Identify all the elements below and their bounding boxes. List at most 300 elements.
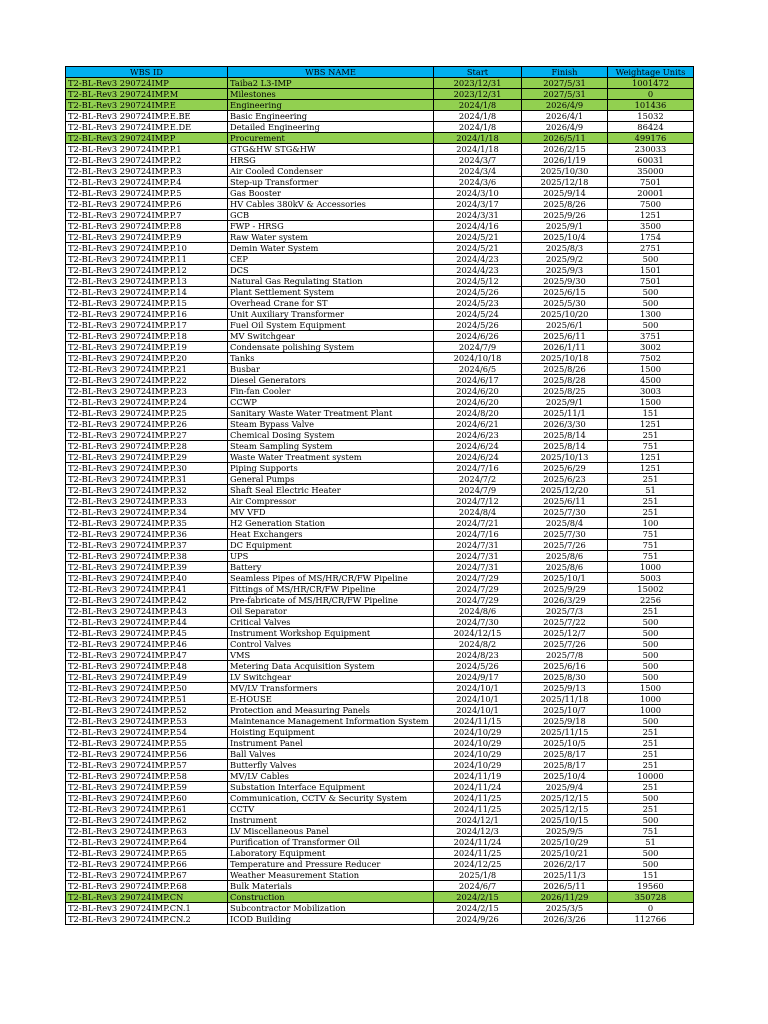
cell-id[interactable]: T2-BL-Rev3 290724IMP.P.45 [66,628,228,639]
cell-start[interactable]: 2024/7/16 [434,463,522,474]
cell-finish[interactable]: 2025/9/4 [522,782,608,793]
cell-id[interactable]: T2-BL-Rev3 290724IMP.P [66,133,228,144]
header-weightage-units[interactable]: Weightage Units [608,67,694,78]
cell-id[interactable]: T2-BL-Rev3 290724IMP.P.25 [66,408,228,419]
cell-finish[interactable]: 2025/8/4 [522,518,608,529]
cell-name[interactable]: Fuel Oil System Equipment [228,320,434,331]
cell-finish[interactable]: 2025/12/15 [522,804,608,815]
cell-name[interactable]: Basic Engineering [228,111,434,122]
cell-start[interactable]: 2024/1/18 [434,144,522,155]
cell-id[interactable]: T2-BL-Rev3 290724IMP.P.26 [66,419,228,430]
cell-name[interactable]: Tanks [228,353,434,364]
cell-start[interactable]: 2024/12/3 [434,826,522,837]
cell-id[interactable]: T2-BL-Rev3 290724IMP.P.4 [66,177,228,188]
cell-units[interactable]: 1251 [608,210,694,221]
cell-id[interactable]: T2-BL-Rev3 290724IMP.P.63 [66,826,228,837]
cell-finish[interactable]: 2025/8/14 [522,441,608,452]
cell-start[interactable]: 2024/8/23 [434,650,522,661]
cell-finish[interactable]: 2025/10/15 [522,815,608,826]
cell-units[interactable]: 251 [608,804,694,815]
cell-finish[interactable]: 2025/7/8 [522,650,608,661]
cell-start[interactable]: 2024/10/29 [434,727,522,738]
cell-name[interactable]: MV Switchgear [228,331,434,342]
cell-start[interactable]: 2024/8/20 [434,408,522,419]
cell-name[interactable]: Natural Gas Regulating Station [228,276,434,287]
cell-start[interactable]: 2024/6/23 [434,430,522,441]
cell-id[interactable]: T2-BL-Rev3 290724IMP.P.55 [66,738,228,749]
cell-start[interactable]: 2024/6/24 [434,441,522,452]
cell-finish[interactable]: 2025/9/18 [522,716,608,727]
cell-start[interactable]: 2024/3/4 [434,166,522,177]
cell-id[interactable]: T2-BL-Rev3 290724IMP.P.43 [66,606,228,617]
cell-finish[interactable]: 2025/8/6 [522,562,608,573]
cell-finish[interactable]: 2027/5/31 [522,78,608,89]
cell-start[interactable]: 2024/1/8 [434,111,522,122]
cell-id[interactable]: T2-BL-Rev3 290724IMP.P.10 [66,243,228,254]
cell-name[interactable]: Battery [228,562,434,573]
cell-finish[interactable]: 2025/9/14 [522,188,608,199]
cell-id[interactable]: T2-BL-Rev3 290724IMP.P.9 [66,232,228,243]
cell-name[interactable]: HRSG [228,155,434,166]
cell-id[interactable]: T2-BL-Rev3 290724IMP.P.53 [66,716,228,727]
cell-name[interactable]: Step-up Transformer [228,177,434,188]
cell-id[interactable]: T2-BL-Rev3 290724IMP.P.66 [66,859,228,870]
cell-name[interactable]: Condensate polishing System [228,342,434,353]
cell-id[interactable]: T2-BL-Rev3 290724IMP.P.2 [66,155,228,166]
cell-finish[interactable]: 2025/8/17 [522,749,608,760]
cell-id[interactable]: T2-BL-Rev3 290724IMP.P.59 [66,782,228,793]
cell-finish[interactable]: 2026/1/19 [522,155,608,166]
cell-id[interactable]: T2-BL-Rev3 290724IMP.P.23 [66,386,228,397]
cell-id[interactable]: T2-BL-Rev3 290724IMP.P.37 [66,540,228,551]
cell-start[interactable]: 2024/5/26 [434,661,522,672]
cell-name[interactable]: CCWP [228,397,434,408]
cell-finish[interactable]: 2025/9/5 [522,826,608,837]
cell-id[interactable]: T2-BL-Rev3 290724IMP.P.14 [66,287,228,298]
cell-name[interactable]: Air Cooled Condenser [228,166,434,177]
cell-name[interactable]: VMS [228,650,434,661]
cell-id[interactable]: T2-BL-Rev3 290724IMP.P.42 [66,595,228,606]
cell-units[interactable]: 1000 [608,705,694,716]
cell-name[interactable]: Procurement [228,133,434,144]
cell-start[interactable]: 2024/11/19 [434,771,522,782]
cell-start[interactable]: 2024/6/21 [434,419,522,430]
cell-units[interactable]: 1251 [608,452,694,463]
cell-name[interactable]: GTG&HW STG&HW [228,144,434,155]
cell-name[interactable]: CCTV [228,804,434,815]
cell-id[interactable]: T2-BL-Rev3 290724IMP.P.15 [66,298,228,309]
cell-start[interactable]: 2024/9/26 [434,914,522,925]
cell-units[interactable]: 251 [608,760,694,771]
cell-finish[interactable]: 2026/4/1 [522,111,608,122]
cell-finish[interactable]: 2025/11/3 [522,870,608,881]
cell-units[interactable]: 151 [608,408,694,419]
cell-id[interactable]: T2-BL-Rev3 290724IMP.P.24 [66,397,228,408]
cell-finish[interactable]: 2025/11/15 [522,727,608,738]
cell-finish[interactable]: 2026/4/9 [522,122,608,133]
cell-id[interactable]: T2-BL-Rev3 290724IMP.P.6 [66,199,228,210]
cell-units[interactable]: 35000 [608,166,694,177]
cell-finish[interactable]: 2025/7/30 [522,529,608,540]
cell-start[interactable]: 2024/7/12 [434,496,522,507]
cell-finish[interactable]: 2025/10/7 [522,705,608,716]
cell-name[interactable]: LV Switchgear [228,672,434,683]
cell-name[interactable]: DC Equipment [228,540,434,551]
cell-id[interactable]: T2-BL-Rev3 290724IMP.E [66,100,228,111]
cell-units[interactable]: 500 [608,254,694,265]
cell-start[interactable]: 2024/2/15 [434,892,522,903]
cell-start[interactable]: 2024/6/24 [434,452,522,463]
cell-id[interactable]: T2-BL-Rev3 290724IMP.P.51 [66,694,228,705]
cell-finish[interactable]: 2026/5/11 [522,133,608,144]
cell-finish[interactable]: 2025/9/2 [522,254,608,265]
cell-id[interactable]: T2-BL-Rev3 290724IMP.P.68 [66,881,228,892]
cell-name[interactable]: Laboratory Equipment [228,848,434,859]
cell-start[interactable]: 2024/8/2 [434,639,522,650]
cell-units[interactable]: 500 [608,639,694,650]
header-start[interactable]: Start [434,67,522,78]
cell-finish[interactable]: 2025/10/4 [522,232,608,243]
cell-units[interactable]: 86424 [608,122,694,133]
cell-units[interactable]: 500 [608,320,694,331]
cell-name[interactable]: FWP - HRSG [228,221,434,232]
cell-name[interactable]: Purification of Transformer Oil [228,837,434,848]
cell-finish[interactable]: 2026/4/9 [522,100,608,111]
cell-start[interactable]: 2024/3/10 [434,188,522,199]
cell-name[interactable]: Instrument [228,815,434,826]
cell-id[interactable]: T2-BL-Rev3 290724IMP.CN [66,892,228,903]
cell-start[interactable]: 2024/11/25 [434,848,522,859]
cell-id[interactable]: T2-BL-Rev3 290724IMP.P.52 [66,705,228,716]
cell-start[interactable]: 2024/7/29 [434,573,522,584]
cell-name[interactable]: DCS [228,265,434,276]
cell-start[interactable]: 2024/10/1 [434,683,522,694]
cell-units[interactable]: 1500 [608,683,694,694]
cell-start[interactable]: 2024/4/16 [434,221,522,232]
cell-units[interactable]: 1500 [608,397,694,408]
cell-id[interactable]: T2-BL-Rev3 290724IMP.P.48 [66,661,228,672]
cell-units[interactable]: 251 [608,474,694,485]
cell-units[interactable]: 1754 [608,232,694,243]
cell-finish[interactable]: 2025/7/22 [522,617,608,628]
cell-units[interactable]: 751 [608,540,694,551]
cell-id[interactable]: T2-BL-Rev3 290724IMP.P.17 [66,320,228,331]
cell-name[interactable]: Metering Data Acquisition System [228,661,434,672]
cell-id[interactable]: T2-BL-Rev3 290724IMP.P.67 [66,870,228,881]
cell-start[interactable]: 2024/11/25 [434,793,522,804]
cell-id[interactable]: T2-BL-Rev3 290724IMP.P.21 [66,364,228,375]
cell-units[interactable]: 2751 [608,243,694,254]
cell-id[interactable]: T2-BL-Rev3 290724IMP.P.36 [66,529,228,540]
cell-name[interactable]: Unit Auxiliary Transformer [228,309,434,320]
cell-units[interactable]: 51 [608,837,694,848]
cell-name[interactable]: Engineering [228,100,434,111]
cell-id[interactable]: T2-BL-Rev3 290724IMP.P.7 [66,210,228,221]
cell-name[interactable]: Fin-fan Cooler [228,386,434,397]
cell-name[interactable]: Critical Valves [228,617,434,628]
cell-units[interactable]: 751 [608,441,694,452]
cell-finish[interactable]: 2025/7/3 [522,606,608,617]
cell-finish[interactable]: 2025/3/5 [522,903,608,914]
cell-name[interactable]: LV Miscellaneous Panel [228,826,434,837]
cell-start[interactable]: 2024/3/6 [434,177,522,188]
cell-finish[interactable]: 2025/8/30 [522,672,608,683]
cell-name[interactable]: ICOD Building [228,914,434,925]
cell-start[interactable]: 2024/10/18 [434,353,522,364]
cell-id[interactable]: T2-BL-Rev3 290724IMP.E.DE [66,122,228,133]
cell-start[interactable]: 2024/5/26 [434,287,522,298]
cell-units[interactable]: 3751 [608,331,694,342]
cell-start[interactable]: 2024/12/1 [434,815,522,826]
cell-finish[interactable]: 2026/2/17 [522,859,608,870]
cell-start[interactable]: 2024/1/8 [434,122,522,133]
cell-units[interactable]: 251 [608,727,694,738]
cell-units[interactable]: 3002 [608,342,694,353]
cell-units[interactable]: 1251 [608,463,694,474]
cell-id[interactable]: T2-BL-Rev3 290724IMP.P.38 [66,551,228,562]
cell-finish[interactable]: 2026/5/11 [522,881,608,892]
cell-id[interactable]: T2-BL-Rev3 290724IMP.P.28 [66,441,228,452]
cell-finish[interactable]: 2025/7/26 [522,639,608,650]
cell-finish[interactable]: 2025/10/29 [522,837,608,848]
cell-units[interactable]: 7501 [608,177,694,188]
cell-start[interactable]: 2024/11/24 [434,837,522,848]
cell-id[interactable]: T2-BL-Rev3 290724IMP.E.BE [66,111,228,122]
cell-name[interactable]: Subcontractor Mobilization [228,903,434,914]
cell-start[interactable]: 2024/7/30 [434,617,522,628]
cell-name[interactable]: Protection and Measuring Panels [228,705,434,716]
cell-finish[interactable]: 2025/10/20 [522,309,608,320]
cell-start[interactable]: 2023/12/31 [434,78,522,89]
cell-units[interactable]: 251 [608,606,694,617]
cell-start[interactable]: 2024/7/2 [434,474,522,485]
cell-finish[interactable]: 2025/8/3 [522,243,608,254]
cell-units[interactable]: 500 [608,617,694,628]
cell-units[interactable]: 500 [608,287,694,298]
cell-name[interactable]: Steam Bypass Valve [228,419,434,430]
header-wbs-name[interactable]: WBS NAME [228,67,434,78]
cell-finish[interactable]: 2025/10/5 [522,738,608,749]
cell-start[interactable]: 2024/7/16 [434,529,522,540]
cell-id[interactable]: T2-BL-Rev3 290724IMP.P.49 [66,672,228,683]
cell-units[interactable]: 101436 [608,100,694,111]
cell-start[interactable]: 2024/10/29 [434,760,522,771]
cell-start[interactable]: 2024/4/23 [434,254,522,265]
cell-finish[interactable]: 2025/6/29 [522,463,608,474]
cell-name[interactable]: MV/LV Cables [228,771,434,782]
cell-start[interactable]: 2024/5/21 [434,243,522,254]
cell-name[interactable]: Construction [228,892,434,903]
cell-units[interactable]: 500 [608,650,694,661]
cell-id[interactable]: T2-BL-Rev3 290724IMP.P.22 [66,375,228,386]
cell-units[interactable]: 230033 [608,144,694,155]
cell-start[interactable]: 2024/7/29 [434,595,522,606]
cell-name[interactable]: Communication, CCTV & Security System [228,793,434,804]
cell-finish[interactable]: 2026/3/26 [522,914,608,925]
cell-start[interactable]: 2024/6/5 [434,364,522,375]
cell-units[interactable]: 51 [608,485,694,496]
cell-name[interactable]: Waste Water Treatment system [228,452,434,463]
cell-name[interactable]: MV VFD [228,507,434,518]
cell-finish[interactable]: 2025/6/1 [522,320,608,331]
cell-id[interactable]: T2-BL-Rev3 290724IMP.P.35 [66,518,228,529]
cell-finish[interactable]: 2025/8/28 [522,375,608,386]
cell-id[interactable]: T2-BL-Rev3 290724IMP.P.44 [66,617,228,628]
cell-units[interactable]: 151 [608,870,694,881]
cell-id[interactable]: T2-BL-Rev3 290724IMP.P.64 [66,837,228,848]
cell-finish[interactable]: 2025/8/26 [522,199,608,210]
cell-id[interactable]: T2-BL-Rev3 290724IMP.P.19 [66,342,228,353]
cell-finish[interactable]: 2025/6/16 [522,661,608,672]
cell-start[interactable]: 2023/12/31 [434,89,522,100]
cell-name[interactable]: Chemical Dosing System [228,430,434,441]
cell-start[interactable]: 2024/6/20 [434,397,522,408]
cell-start[interactable]: 2024/11/24 [434,782,522,793]
cell-name[interactable]: Butterfly Valves [228,760,434,771]
cell-units[interactable]: 499176 [608,133,694,144]
cell-finish[interactable]: 2025/10/30 [522,166,608,177]
cell-units[interactable]: 15002 [608,584,694,595]
cell-name[interactable]: Maintenance Management Information System [228,716,434,727]
cell-units[interactable]: 500 [608,793,694,804]
cell-id[interactable]: T2-BL-Rev3 290724IMP.P.29 [66,452,228,463]
cell-start[interactable]: 2024/5/24 [434,309,522,320]
cell-start[interactable]: 2024/6/26 [434,331,522,342]
cell-start[interactable]: 2024/10/1 [434,694,522,705]
cell-start[interactable]: 2024/7/9 [434,485,522,496]
cell-finish[interactable]: 2025/5/30 [522,298,608,309]
cell-units[interactable]: 1000 [608,562,694,573]
cell-id[interactable]: T2-BL-Rev3 290724IMP.P.58 [66,771,228,782]
cell-name[interactable]: Overhead Crane for ST [228,298,434,309]
cell-id[interactable]: T2-BL-Rev3 290724IMP.P.27 [66,430,228,441]
cell-name[interactable]: Steam Sampling System [228,441,434,452]
cell-id[interactable]: T2-BL-Rev3 290724IMP.P.1 [66,144,228,155]
cell-id[interactable]: T2-BL-Rev3 290724IMP.P.16 [66,309,228,320]
cell-finish[interactable]: 2025/10/13 [522,452,608,463]
cell-name[interactable]: Substation Interface Equipment [228,782,434,793]
cell-units[interactable]: 0 [608,89,694,100]
cell-id[interactable]: T2-BL-Rev3 290724IMP.P.32 [66,485,228,496]
cell-units[interactable]: 20001 [608,188,694,199]
cell-finish[interactable]: 2025/9/3 [522,265,608,276]
cell-name[interactable]: Shaft Seal Electric Heater [228,485,434,496]
cell-id[interactable]: T2-BL-Rev3 290724IMP.P.33 [66,496,228,507]
cell-units[interactable]: 500 [608,815,694,826]
cell-name[interactable]: Instrument Panel [228,738,434,749]
cell-units[interactable]: 10000 [608,771,694,782]
cell-units[interactable]: 1000 [608,694,694,705]
cell-id[interactable]: T2-BL-Rev3 290724IMP [66,78,228,89]
cell-id[interactable]: T2-BL-Rev3 290724IMP.P.18 [66,331,228,342]
cell-name[interactable]: E-HOUSE [228,694,434,705]
cell-finish[interactable]: 2025/10/18 [522,353,608,364]
cell-name[interactable]: Detailed Engineering [228,122,434,133]
cell-id[interactable]: T2-BL-Rev3 290724IMP.P.61 [66,804,228,815]
cell-name[interactable]: GCB [228,210,434,221]
cell-name[interactable]: Hoisting Equipment [228,727,434,738]
cell-units[interactable]: 500 [608,628,694,639]
cell-units[interactable]: 1001472 [608,78,694,89]
cell-name[interactable]: Raw Water system [228,232,434,243]
cell-start[interactable]: 2024/7/31 [434,562,522,573]
cell-id[interactable]: T2-BL-Rev3 290724IMP.P.12 [66,265,228,276]
cell-name[interactable]: Piping Supports [228,463,434,474]
cell-finish[interactable]: 2025/6/11 [522,331,608,342]
cell-start[interactable]: 2024/5/23 [434,298,522,309]
cell-start[interactable]: 2024/7/9 [434,342,522,353]
cell-id[interactable]: T2-BL-Rev3 290724IMP.CN.2 [66,914,228,925]
cell-finish[interactable]: 2026/3/30 [522,419,608,430]
cell-finish[interactable]: 2025/6/11 [522,496,608,507]
cell-units[interactable]: 500 [608,716,694,727]
cell-finish[interactable]: 2025/8/26 [522,364,608,375]
cell-units[interactable]: 251 [608,738,694,749]
cell-name[interactable]: UPS [228,551,434,562]
cell-id[interactable]: T2-BL-Rev3 290724IMP.P.5 [66,188,228,199]
cell-units[interactable]: 251 [608,749,694,760]
cell-id[interactable]: T2-BL-Rev3 290724IMP.P.60 [66,793,228,804]
cell-finish[interactable]: 2025/9/13 [522,683,608,694]
cell-units[interactable]: 500 [608,661,694,672]
cell-start[interactable]: 2024/3/7 [434,155,522,166]
cell-finish[interactable]: 2027/5/31 [522,89,608,100]
cell-id[interactable]: T2-BL-Rev3 290724IMP.P.8 [66,221,228,232]
cell-id[interactable]: T2-BL-Rev3 290724IMP.P.46 [66,639,228,650]
cell-id[interactable]: T2-BL-Rev3 290724IMP.P.11 [66,254,228,265]
cell-start[interactable]: 2024/8/4 [434,507,522,518]
cell-start[interactable]: 2024/2/15 [434,903,522,914]
cell-start[interactable]: 2024/5/26 [434,320,522,331]
cell-id[interactable]: T2-BL-Rev3 290724IMP.P.34 [66,507,228,518]
cell-start[interactable]: 2024/7/29 [434,584,522,595]
cell-start[interactable]: 2024/9/17 [434,672,522,683]
cell-start[interactable]: 2025/1/8 [434,870,522,881]
cell-name[interactable]: Busbar [228,364,434,375]
cell-id[interactable]: T2-BL-Rev3 290724IMP.P.3 [66,166,228,177]
cell-finish[interactable]: 2025/6/15 [522,287,608,298]
cell-name[interactable]: General Pumps [228,474,434,485]
cell-units[interactable]: 751 [608,551,694,562]
cell-name[interactable]: Pre-fabricate of MS/HR/CR/FW Pipeline [228,595,434,606]
cell-units[interactable]: 251 [608,496,694,507]
cell-units[interactable]: 500 [608,848,694,859]
cell-name[interactable]: Ball Valves [228,749,434,760]
cell-start[interactable]: 2024/10/29 [434,738,522,749]
cell-id[interactable]: T2-BL-Rev3 290724IMP.P.54 [66,727,228,738]
cell-units[interactable]: 0 [608,903,694,914]
cell-units[interactable]: 100 [608,518,694,529]
cell-name[interactable]: Seamless Pipes of MS/HR/CR/FW Pipeline [228,573,434,584]
cell-finish[interactable]: 2025/9/29 [522,584,608,595]
cell-units[interactable]: 7500 [608,199,694,210]
cell-finish[interactable]: 2026/3/29 [522,595,608,606]
cell-name[interactable]: Taiba2 L3-IMP [228,78,434,89]
cell-units[interactable]: 1501 [608,265,694,276]
cell-finish[interactable]: 2025/9/30 [522,276,608,287]
cell-units[interactable]: 251 [608,782,694,793]
cell-finish[interactable]: 2025/12/15 [522,793,608,804]
cell-finish[interactable]: 2026/1/11 [522,342,608,353]
cell-units[interactable]: 751 [608,826,694,837]
cell-name[interactable]: Heat Exchangers [228,529,434,540]
cell-id[interactable]: T2-BL-Rev3 290724IMP.M [66,89,228,100]
cell-finish[interactable]: 2025/8/17 [522,760,608,771]
cell-start[interactable]: 2024/3/17 [434,199,522,210]
cell-id[interactable]: T2-BL-Rev3 290724IMP.P.31 [66,474,228,485]
cell-finish[interactable]: 2025/8/14 [522,430,608,441]
cell-start[interactable]: 2024/7/31 [434,540,522,551]
